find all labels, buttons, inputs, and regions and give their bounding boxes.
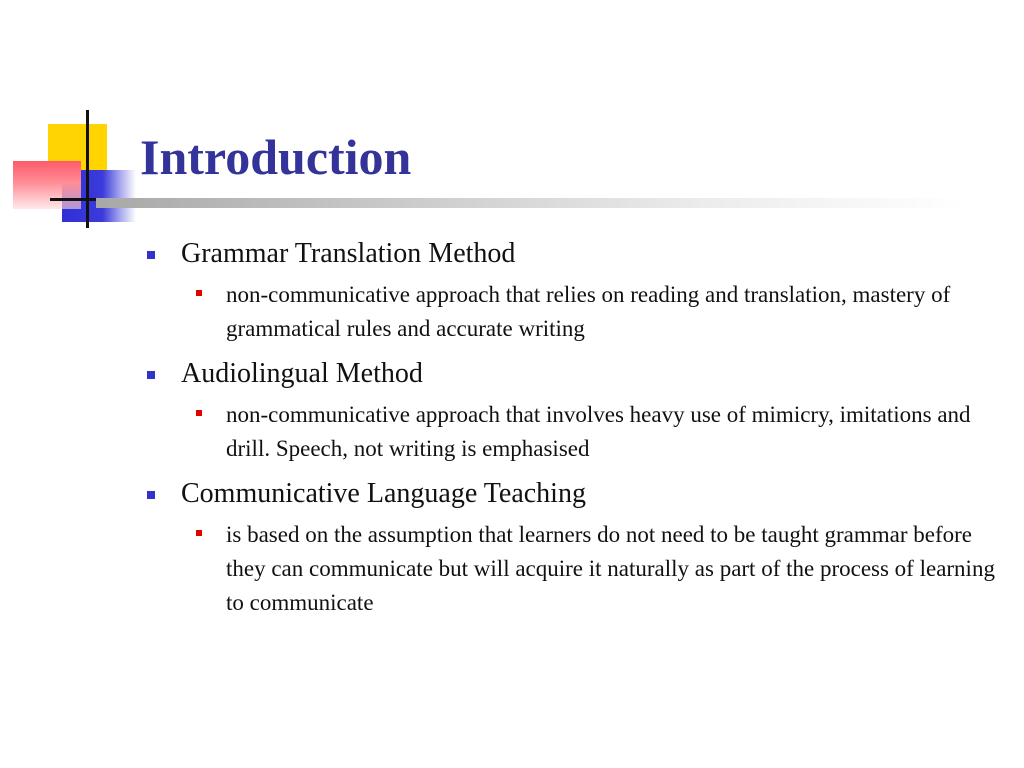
slide-title: Introduction xyxy=(140,129,412,185)
title-underline-rule xyxy=(96,198,966,208)
square-bullet-icon xyxy=(147,251,155,259)
list-item xyxy=(142,356,1002,392)
list-item-heading: Audiolingual Method xyxy=(181,358,423,389)
square-bullet-icon xyxy=(196,530,202,536)
list-item xyxy=(142,236,1002,272)
square-bullet-icon xyxy=(147,371,155,379)
sub-list-item xyxy=(196,398,1002,466)
list-item-heading: Grammar Translation Method xyxy=(181,238,516,269)
square-bullet-icon xyxy=(196,410,202,416)
sub-list-item-text: non-communicative approach that involves heavy use of mimicry, imitations and drill. Speech, not writing is emphasised xyxy=(226,402,971,461)
list-item-heading: Communicative Language Teaching xyxy=(181,478,586,509)
sub-list-item-text: non-communicative approach that relies on reading and translation, mastery of grammatical rules and accurate writing xyxy=(226,282,951,341)
sub-list-item-text: is based on the assumption that learners do not need to be taught grammar before they can communicate but will acquire it naturally as part of the process of learning to communicate xyxy=(226,522,995,615)
vertical-line xyxy=(86,110,89,228)
square-bullet-icon xyxy=(196,290,202,296)
red-square xyxy=(13,161,81,209)
list-item xyxy=(142,476,1002,512)
square-bullet-icon xyxy=(147,491,155,499)
sub-list-item xyxy=(196,278,1002,346)
sub-list-item xyxy=(196,518,1002,620)
bullet-list xyxy=(142,236,1002,630)
